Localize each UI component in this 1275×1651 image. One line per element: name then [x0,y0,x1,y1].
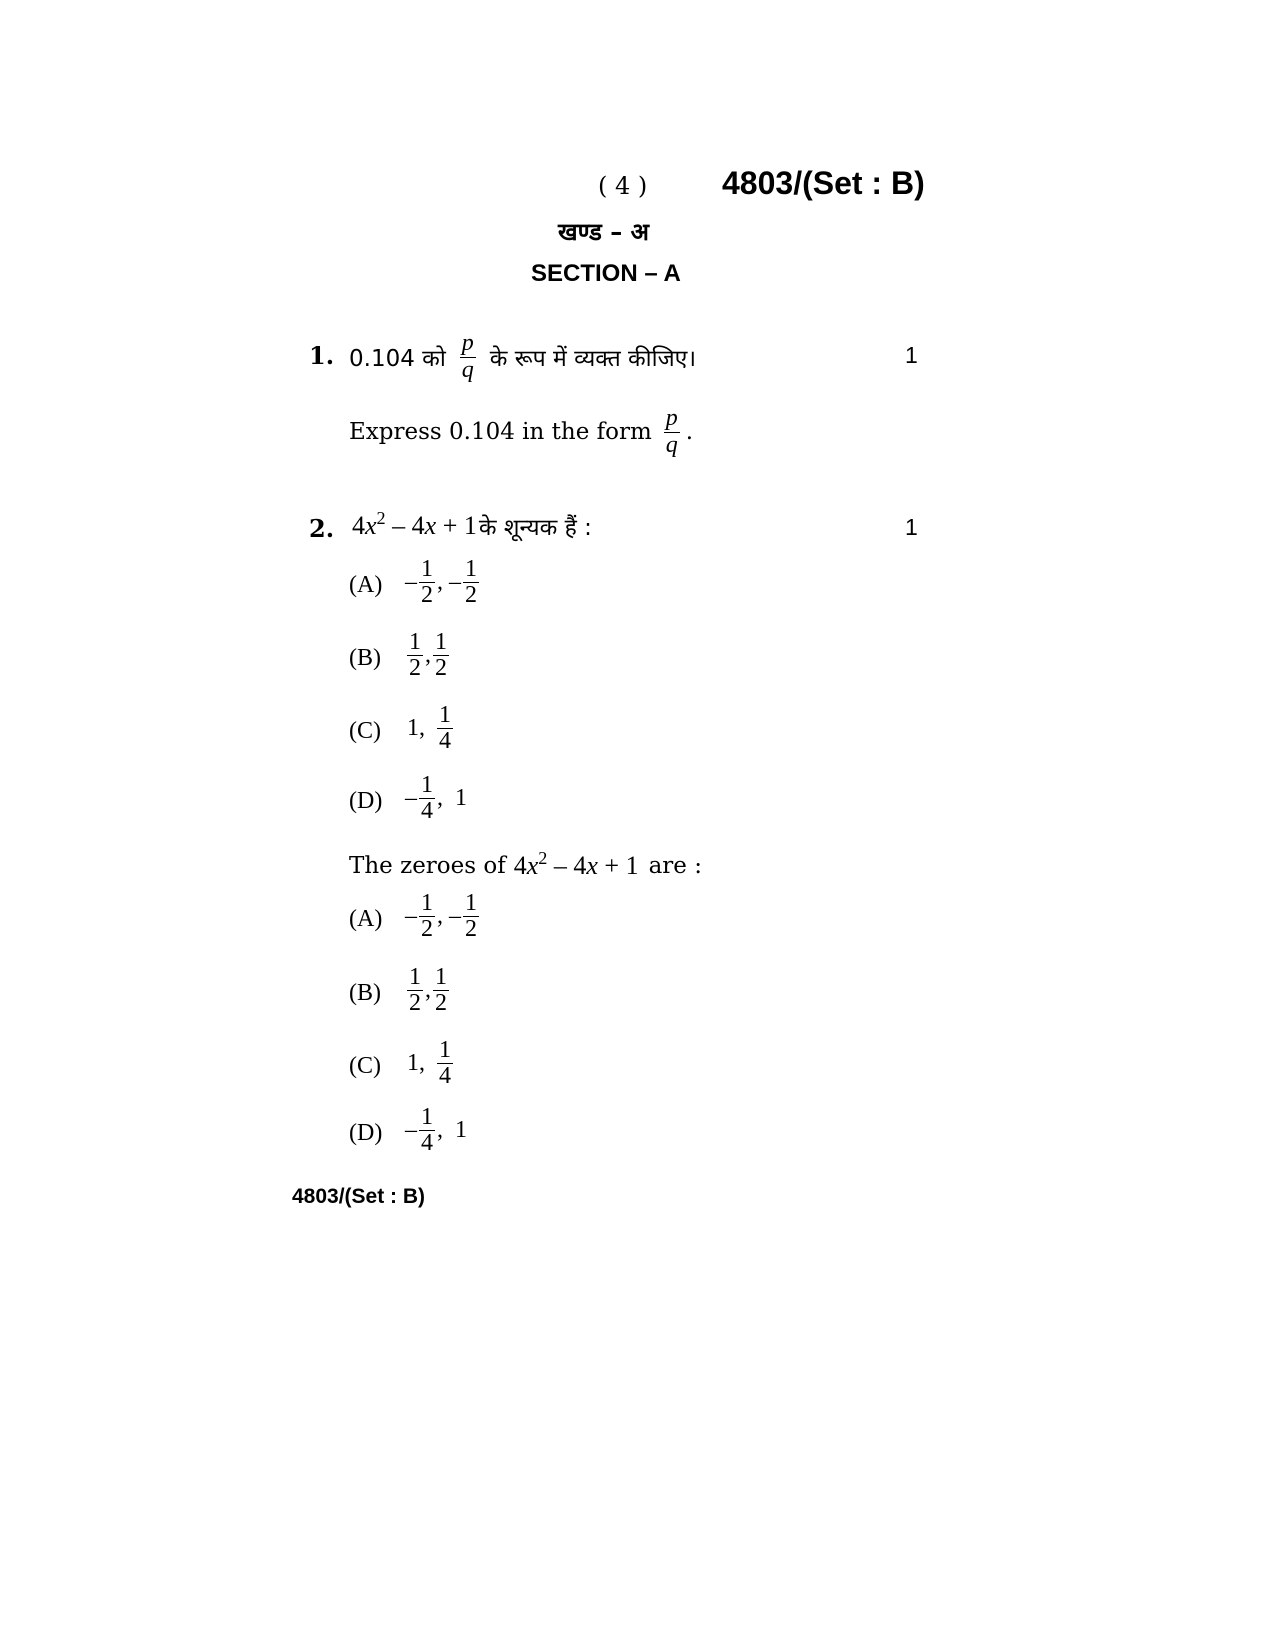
expression: $4x^2 - 4x + 1$ [352,508,477,540]
option-value: 1, $\frac{1}{4}$ [407,1037,451,1090]
expression: $4x^2 - 4x + 1$ [513,848,639,880]
fraction: $\frac{1}{2}$ [465,890,477,943]
option-value: 1, $\frac{1}{4}$ [407,702,451,755]
option-value: – $\frac{1}{2}$ , – $\frac{1}{2}$ [405,556,477,609]
question-text: Express 0.104 in the form [349,419,652,445]
option-label: (B) [349,645,381,671]
option-label: (A) [349,906,383,932]
option-value: – $\frac{1}{4}$ , 1 [405,772,467,825]
fraction: $\frac{1}{4}$ [421,1104,433,1157]
marks: 1 [905,342,918,368]
fraction: $\frac{1}{4}$ [421,772,433,825]
section-title-hindi: खण्ड – अ [558,218,649,246]
fraction-numerator: p [665,405,678,432]
option-label: (C) [349,1053,381,1079]
option-value: – $\frac{1}{2}$ , – $\frac{1}{2}$ [405,890,477,943]
option-label: (A) [349,572,383,598]
question-1-english [349,405,693,459]
marks: 1 [905,514,918,540]
fraction: $\frac{1}{2}$ [409,964,421,1017]
question-number: 2. [309,514,335,543]
fraction: $\frac{1}{4}$ [439,1037,451,1090]
fraction-denominator: q [461,356,474,383]
fraction: $\frac{1}{2}$ [421,556,433,609]
question-text: . [685,419,694,445]
fraction-p-over-q [664,406,680,457]
fraction: $\frac{1}{2}$ [421,890,433,943]
fraction-denominator: q [665,431,678,458]
question-text: The zeroes of [349,853,506,879]
page-number: ( 4 ) [598,172,648,200]
option-value: – $\frac{1}{4}$ , 1 [405,1104,467,1157]
option-label: (B) [349,980,381,1006]
fraction-p-over-q [460,331,476,382]
option-label: (D) [349,788,383,814]
question-number: 1. [309,341,335,370]
fraction-numerator: p [461,330,474,357]
question-text: are : [648,853,702,879]
fraction: $\frac{1}{4}$ [439,702,451,755]
question-text: के शून्यक हैं : [478,515,592,541]
section-title-english: SECTION – A [531,260,681,287]
question-2-hindi [352,506,592,546]
fraction: $\frac{1}{2}$ [465,556,477,609]
paper-code-header: 4803/(Set : B) [722,165,925,201]
option-label: (D) [349,1120,383,1146]
option-label: (C) [349,718,381,744]
fraction: $\frac{1}{2}$ [409,629,421,682]
option-value: $\frac{1}{2}$ , $\frac{1}{2}$ [409,629,447,682]
question-2-english [349,846,702,886]
fraction: $\frac{1}{2}$ [435,629,447,682]
option-value: $\frac{1}{2}$ , $\frac{1}{2}$ [409,964,447,1017]
paper-code-footer: 4803/(Set : B) [292,1185,426,1208]
question-text: 0.104 को [349,346,446,372]
question-1-hindi [349,330,696,384]
question-text: के रूप में व्यक्त कीजिए। [489,346,697,372]
fraction: $\frac{1}{2}$ [435,964,447,1017]
